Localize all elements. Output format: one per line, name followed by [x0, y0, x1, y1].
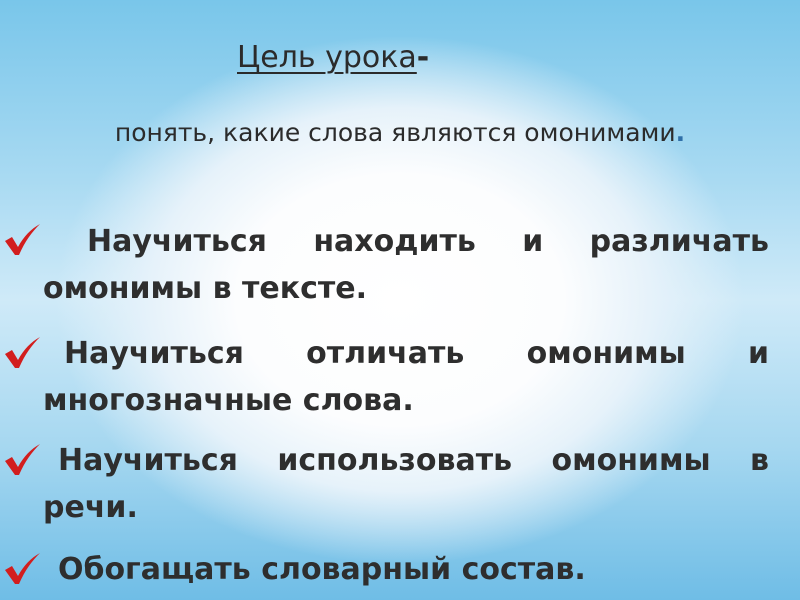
goal-item-1: [43, 218, 769, 312]
goal-item-text: Научиться использовать омонимы в речи.: [43, 443, 769, 525]
slide-subtitle-dot: .: [675, 118, 686, 147]
checkmark-icon: [2, 551, 42, 587]
goal-item-text: Научиться отличать омонимы и многозначные слова.: [43, 336, 769, 418]
checkmark-icon: [2, 442, 42, 478]
slide-title: [237, 38, 429, 78]
slide-subtitle-text: понять, какие слова являются омонимами: [114, 118, 676, 147]
goal-item-text: Обогащать словарный состав.: [58, 552, 586, 587]
goal-item-2: [43, 330, 769, 424]
slide-title-dash: -: [416, 40, 430, 75]
checkmark-icon: [2, 335, 42, 371]
goal-item-3: [43, 437, 769, 531]
goal-item-4: [43, 546, 769, 593]
goal-item-text: Научиться находить и различать омонимы в тексте.: [43, 224, 769, 306]
checkmark-icon: [2, 222, 42, 258]
slide-title-text: Цель урока: [237, 40, 417, 75]
slide-subtitle: [90, 114, 710, 151]
